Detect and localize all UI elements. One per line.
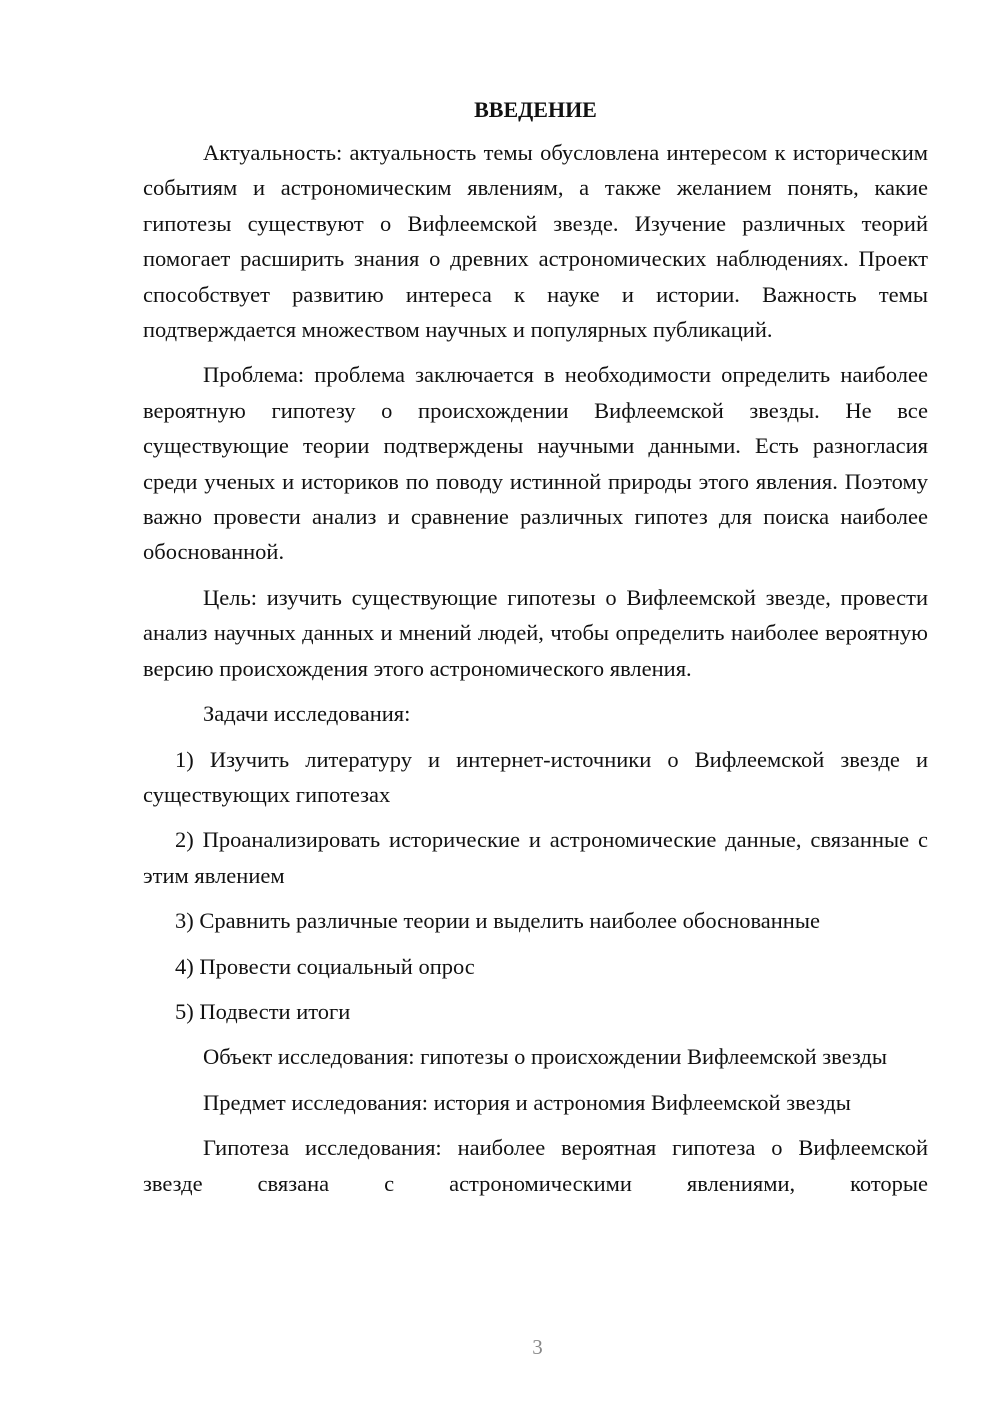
task-item-1: 1) Изучить литературу и интернет-источники о Вифлеемской звезде и существующих гипотезах <box>143 746 928 807</box>
paragraph-object: Объект исследования: гипотезы о происхождении Вифлеемской звезды <box>203 1044 887 1070</box>
paragraph-hypothesis: Гипотеза исследования: наиболее вероятная гипотеза о Вифлеемской звезде связана с астрономическими явлениями, которые <box>143 1135 928 1196</box>
paragraph-problem: Проблема: проблема заключается в необходимости определить наиболее вероятную гипотезу о происхождении Вифлеемской звезды. Не все существующие теории подтверждены научными данными. Есть разногласия среди ученых и историков по поводу истинной природы этого явления. Поэтому важно провести анализ и сравнение различных гипотез для поиска наиболее обоснованной. <box>143 362 928 565</box>
page-number: 3 <box>532 1335 543 1359</box>
task-item-2: 2) Проанализировать исторические и астрономические данные, связанные с этим явлением <box>143 827 928 888</box>
task-item-5: 5) Подвести итоги <box>175 998 351 1024</box>
task-item-4: 4) Провести социальный опрос <box>175 953 475 979</box>
paragraph-goal: Цель: изучить существующие гипотезы о Вифлеемской звезде, провести анализ научных данных и мнений людей, чтобы определить наиболее вероятную версию происхождения этого астрономического явления. <box>143 584 928 681</box>
paragraph-subject: Предмет исследования: история и астрономия Вифлеемской звезды <box>203 1089 851 1115</box>
document-page <box>143 95 928 1211</box>
tasks-heading: Задачи исследования: <box>203 701 411 727</box>
page-title: ВВЕДЕНИЕ <box>474 97 597 122</box>
paragraph-relevance: Актуальность: актуальность темы обусловлена интересом к историческим событиям и астрономическим явлениям, а также желанием понять, какие гипотезы существуют о Вифлеемской звезде. Изучение различных теорий помогает расширить знания о древних астрономических наблюдениях. Проект способствует развитию интереса к науке и истории. Важность темы подтверждается множеством научных и популярных публикаций. <box>143 140 928 343</box>
task-item-3: 3) Сравнить различные теории и выделить наиболее обоснованные <box>175 908 820 934</box>
